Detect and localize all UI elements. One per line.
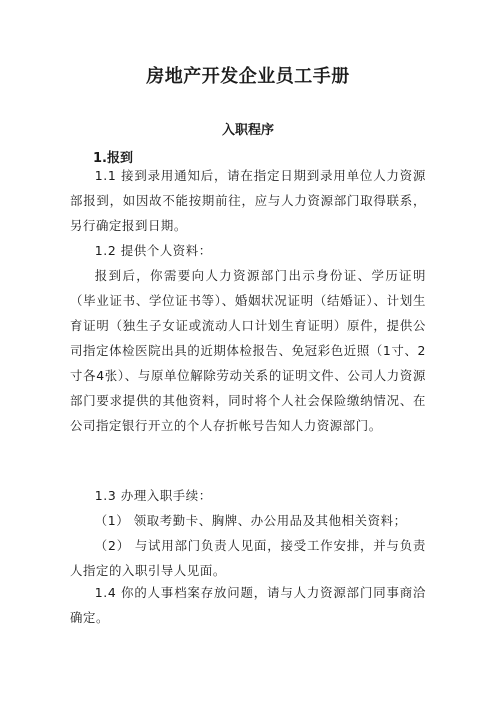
paragraph-1-3: 1.3 办理入职手续： bbox=[94, 488, 212, 503]
document-title: 房地产开发企业员工手册 bbox=[146, 66, 350, 87]
paragraph-1-1: 1.1 接到录用通知后，请在指定日期到录用单位人力资源部报到，如因故不能按期前往，应与人力资源部门取得联系，另行确定报到日期。 bbox=[70, 168, 426, 233]
paragraph-1-4: 1.4 你的人事档案存放问题，请与人力资源部门同事商洽确定。 bbox=[70, 585, 426, 625]
paragraph-1-3-item-2: （2） 与试用部门负责人见面，接受工作安排，并与负责人指定的入职引导人见面。 bbox=[70, 538, 426, 578]
heading-report: 1.报到 bbox=[93, 151, 133, 166]
paragraph-1-2: 1.2 提供个人资料： bbox=[94, 243, 212, 258]
section-title: 入职程序 bbox=[221, 123, 274, 138]
paragraph-1-3-item-1: （1） 领取考勤卡、胸牌、办公用品及其他相关资料； bbox=[94, 513, 407, 528]
paragraph-1-2-body: 报到后，你需要向人力资源部门出示身份证、学历证明（毕业证书、学位证书等）、婚姻状况证明（结婚证）、计划生育证明（独生子女证或流动人口计划生育证明）原件，提供公司指定体检医院出具的近期体检报告、免冠彩色近照（1寸、2寸各4张）、与原单位解除劳动关系的证明文件、公司人力资源部门要求提供的其他资料，同时将个人社会保险缴纳情况、在公司指定银行开立的个人存折帐号告知人力资源部门。 bbox=[70, 268, 426, 433]
